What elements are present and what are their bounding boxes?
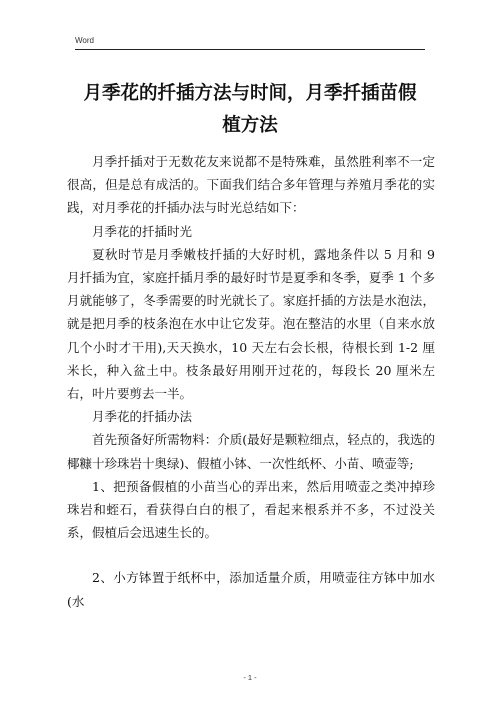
header-divider xyxy=(75,49,425,50)
materials-paragraph: 首先预备好所需物料：介质(最好是颗粒细点，轻点的，我选的椰糠十珍珠岩十奥绿)、假植小钵、一次性纸杯、小苗、喷壶等; xyxy=(67,432,435,471)
page-number: - 1 - xyxy=(243,673,257,682)
step-2-paragraph: 2、小方钵置于纸杯中，添加适量介质，用喷壶往方钵中加水(水 xyxy=(67,570,435,609)
document-title: 月季花的扦插方法与时间，月季扦插苗假植方法 xyxy=(83,83,417,136)
intro-paragraph: 月季扦插对于无数花友来说都不是特殊难，虽然胜利率不一定很高，但是总有成活的。下面我们结合多年管理与养殖月季花的实践，对月季花的扦插办法与时光总结如下： xyxy=(67,154,435,216)
section-heading-time: 月季花的扦插时光 xyxy=(92,223,193,239)
header-label: Word xyxy=(75,36,94,45)
time-paragraph: 夏秋时节是月季嫩枝扦插的大好时机，露地条件以 5 月和 9 月扦插为宜，家庭扦插月季的最好时节是夏季和冬季，夏季 1 个多月就能够了，冬季需要的时光就长了。家庭扦插的方法是水泡法，就是把月季的枝条泡在水中让它发芽。泡在整洁的水里（自来水放几个小时才干用),天天换水，10 天左右会长根，待根长到 1-2 厘米长，种入盆土中。枝条最好用刚开过花的，每段长 20 厘米左右，叶片要剪去一半。 xyxy=(67,246,435,402)
paragraph-spacer xyxy=(67,544,435,566)
section-heading-method: 月季花的扦插办法 xyxy=(92,409,193,425)
document-body xyxy=(67,150,435,613)
step-1-paragraph: 1、把预备假植的小苗当心的弄出来，然后用喷壶之类冲掉珍珠岩和蛭石，看获得白白的根了，看起来根系并不多，不过没关系，假植后会迅速生长的。 xyxy=(67,478,435,541)
